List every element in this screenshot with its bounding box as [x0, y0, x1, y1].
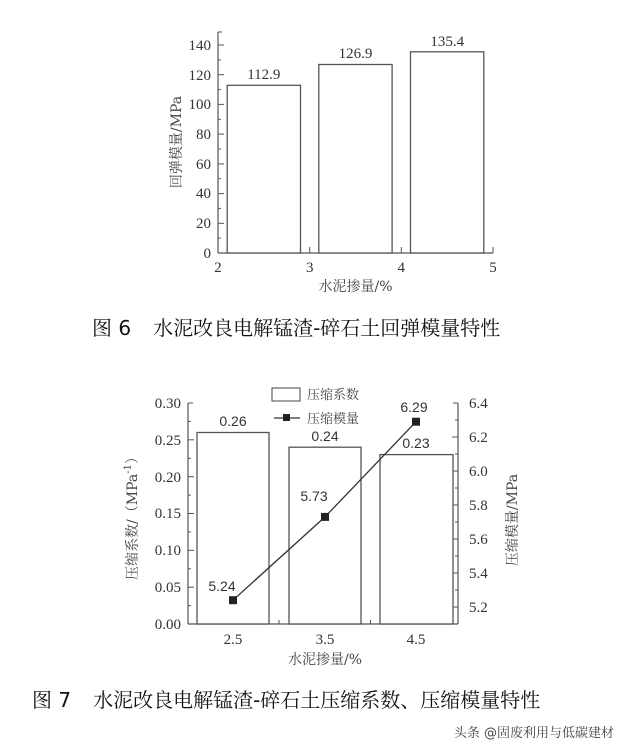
svg-text:0.26: 0.26: [219, 413, 247, 429]
figure6-number: 图 6: [92, 316, 132, 340]
bar-3.5: [319, 65, 392, 254]
svg-text:20: 20: [196, 216, 211, 232]
svg-text:120: 120: [188, 68, 211, 84]
y-tick-labels: [189, 38, 212, 262]
left-y-ticks: [188, 421, 194, 605]
svg-text:5.4: 5.4: [469, 566, 488, 582]
legend-bar-label: 压缩系数: [307, 388, 360, 403]
svg-text:0.30: 0.30: [154, 396, 181, 412]
svg-text:压缩系数/（MPa-1）: 压缩系数/（MPa$^{-1}$）: [123, 450, 141, 580]
legend-line-marker: [283, 414, 290, 421]
watermark: 头条 @固废利用与低碳建材: [453, 726, 614, 741]
svg-text:0: 0: [203, 246, 211, 262]
svg-text:112.9: 112.9: [247, 67, 281, 83]
svg-text:135.4: 135.4: [430, 34, 465, 50]
svg-text:5.73: 5.73: [300, 488, 328, 504]
svg-text:80: 80: [196, 127, 211, 143]
x-axis-label: 水泥掺量/%: [318, 279, 393, 295]
figure6-chart: [168, 32, 497, 295]
legend-bar-swatch: [272, 388, 300, 401]
svg-text:6.4: 6.4: [469, 396, 488, 412]
svg-text:0.23: 0.23: [402, 435, 430, 451]
y-axis-label: 回弹模量/MPa: [169, 95, 185, 189]
svg-text:0.25: 0.25: [154, 433, 181, 449]
right-y-tick-labels: [469, 396, 488, 616]
bar-2.5: [227, 85, 300, 253]
left-y-tick-labels: [155, 396, 181, 633]
figure6-caption: [92, 312, 500, 341]
left-y-axis-label: [123, 450, 141, 580]
svg-text:6.0: 6.0: [469, 464, 488, 480]
y-ticks: [218, 32, 224, 253]
x-tick-labels: [224, 632, 426, 648]
figure6-title: 水泥改良电解锰渣-碎石土回弹模量特性: [153, 316, 501, 340]
figure7-number: 图 7: [32, 688, 72, 712]
bar-4.5: [411, 52, 484, 253]
marker-3.5: [321, 513, 329, 521]
svg-text:6.29: 6.29: [400, 399, 428, 415]
svg-text:3: 3: [305, 260, 314, 276]
right-y-axis-label: 压缩模量/MPa: [505, 473, 521, 567]
svg-text:2.5: 2.5: [223, 632, 243, 648]
bar-3.5: [289, 447, 361, 624]
svg-text:126.9: 126.9: [338, 46, 373, 62]
svg-text:60: 60: [196, 157, 211, 173]
x-tick-labels: [214, 260, 497, 276]
legend: [272, 387, 359, 427]
marker-2.5: [229, 596, 237, 604]
svg-text:0.15: 0.15: [154, 506, 181, 522]
bar-2.5: [197, 433, 269, 625]
svg-text:5.8: 5.8: [469, 498, 488, 514]
figure7-chart: [123, 387, 521, 668]
svg-text:5.2: 5.2: [469, 600, 488, 616]
svg-text:40: 40: [196, 186, 211, 202]
svg-text:5: 5: [489, 260, 497, 276]
figure7-title: 水泥改良电解锰渣-碎石土压缩系数、压缩模量特性: [93, 688, 541, 712]
svg-text:140: 140: [188, 38, 211, 54]
svg-text:2: 2: [214, 260, 222, 276]
svg-text:3.5: 3.5: [315, 632, 335, 648]
bar-4.5: [380, 455, 453, 624]
svg-text:6.2: 6.2: [469, 430, 488, 446]
bars-compression-coefficient: [197, 433, 453, 625]
svg-text:4: 4: [397, 260, 406, 276]
legend-line-label: 压缩模量: [307, 412, 360, 427]
marker-4.5: [412, 418, 420, 426]
figure7-caption: [32, 684, 540, 713]
svg-text:4.5: 4.5: [406, 632, 426, 648]
svg-text:5.6: 5.6: [469, 532, 488, 548]
svg-text:0.10: 0.10: [154, 543, 181, 559]
svg-text:0.00: 0.00: [154, 617, 181, 633]
svg-text:100: 100: [188, 97, 211, 113]
svg-text:5.24: 5.24: [208, 578, 236, 594]
svg-text:0.24: 0.24: [311, 428, 339, 444]
svg-text:0.20: 0.20: [154, 470, 181, 486]
x-axis-label: 水泥掺量/%: [287, 652, 363, 668]
svg-text:0.05: 0.05: [154, 580, 181, 596]
